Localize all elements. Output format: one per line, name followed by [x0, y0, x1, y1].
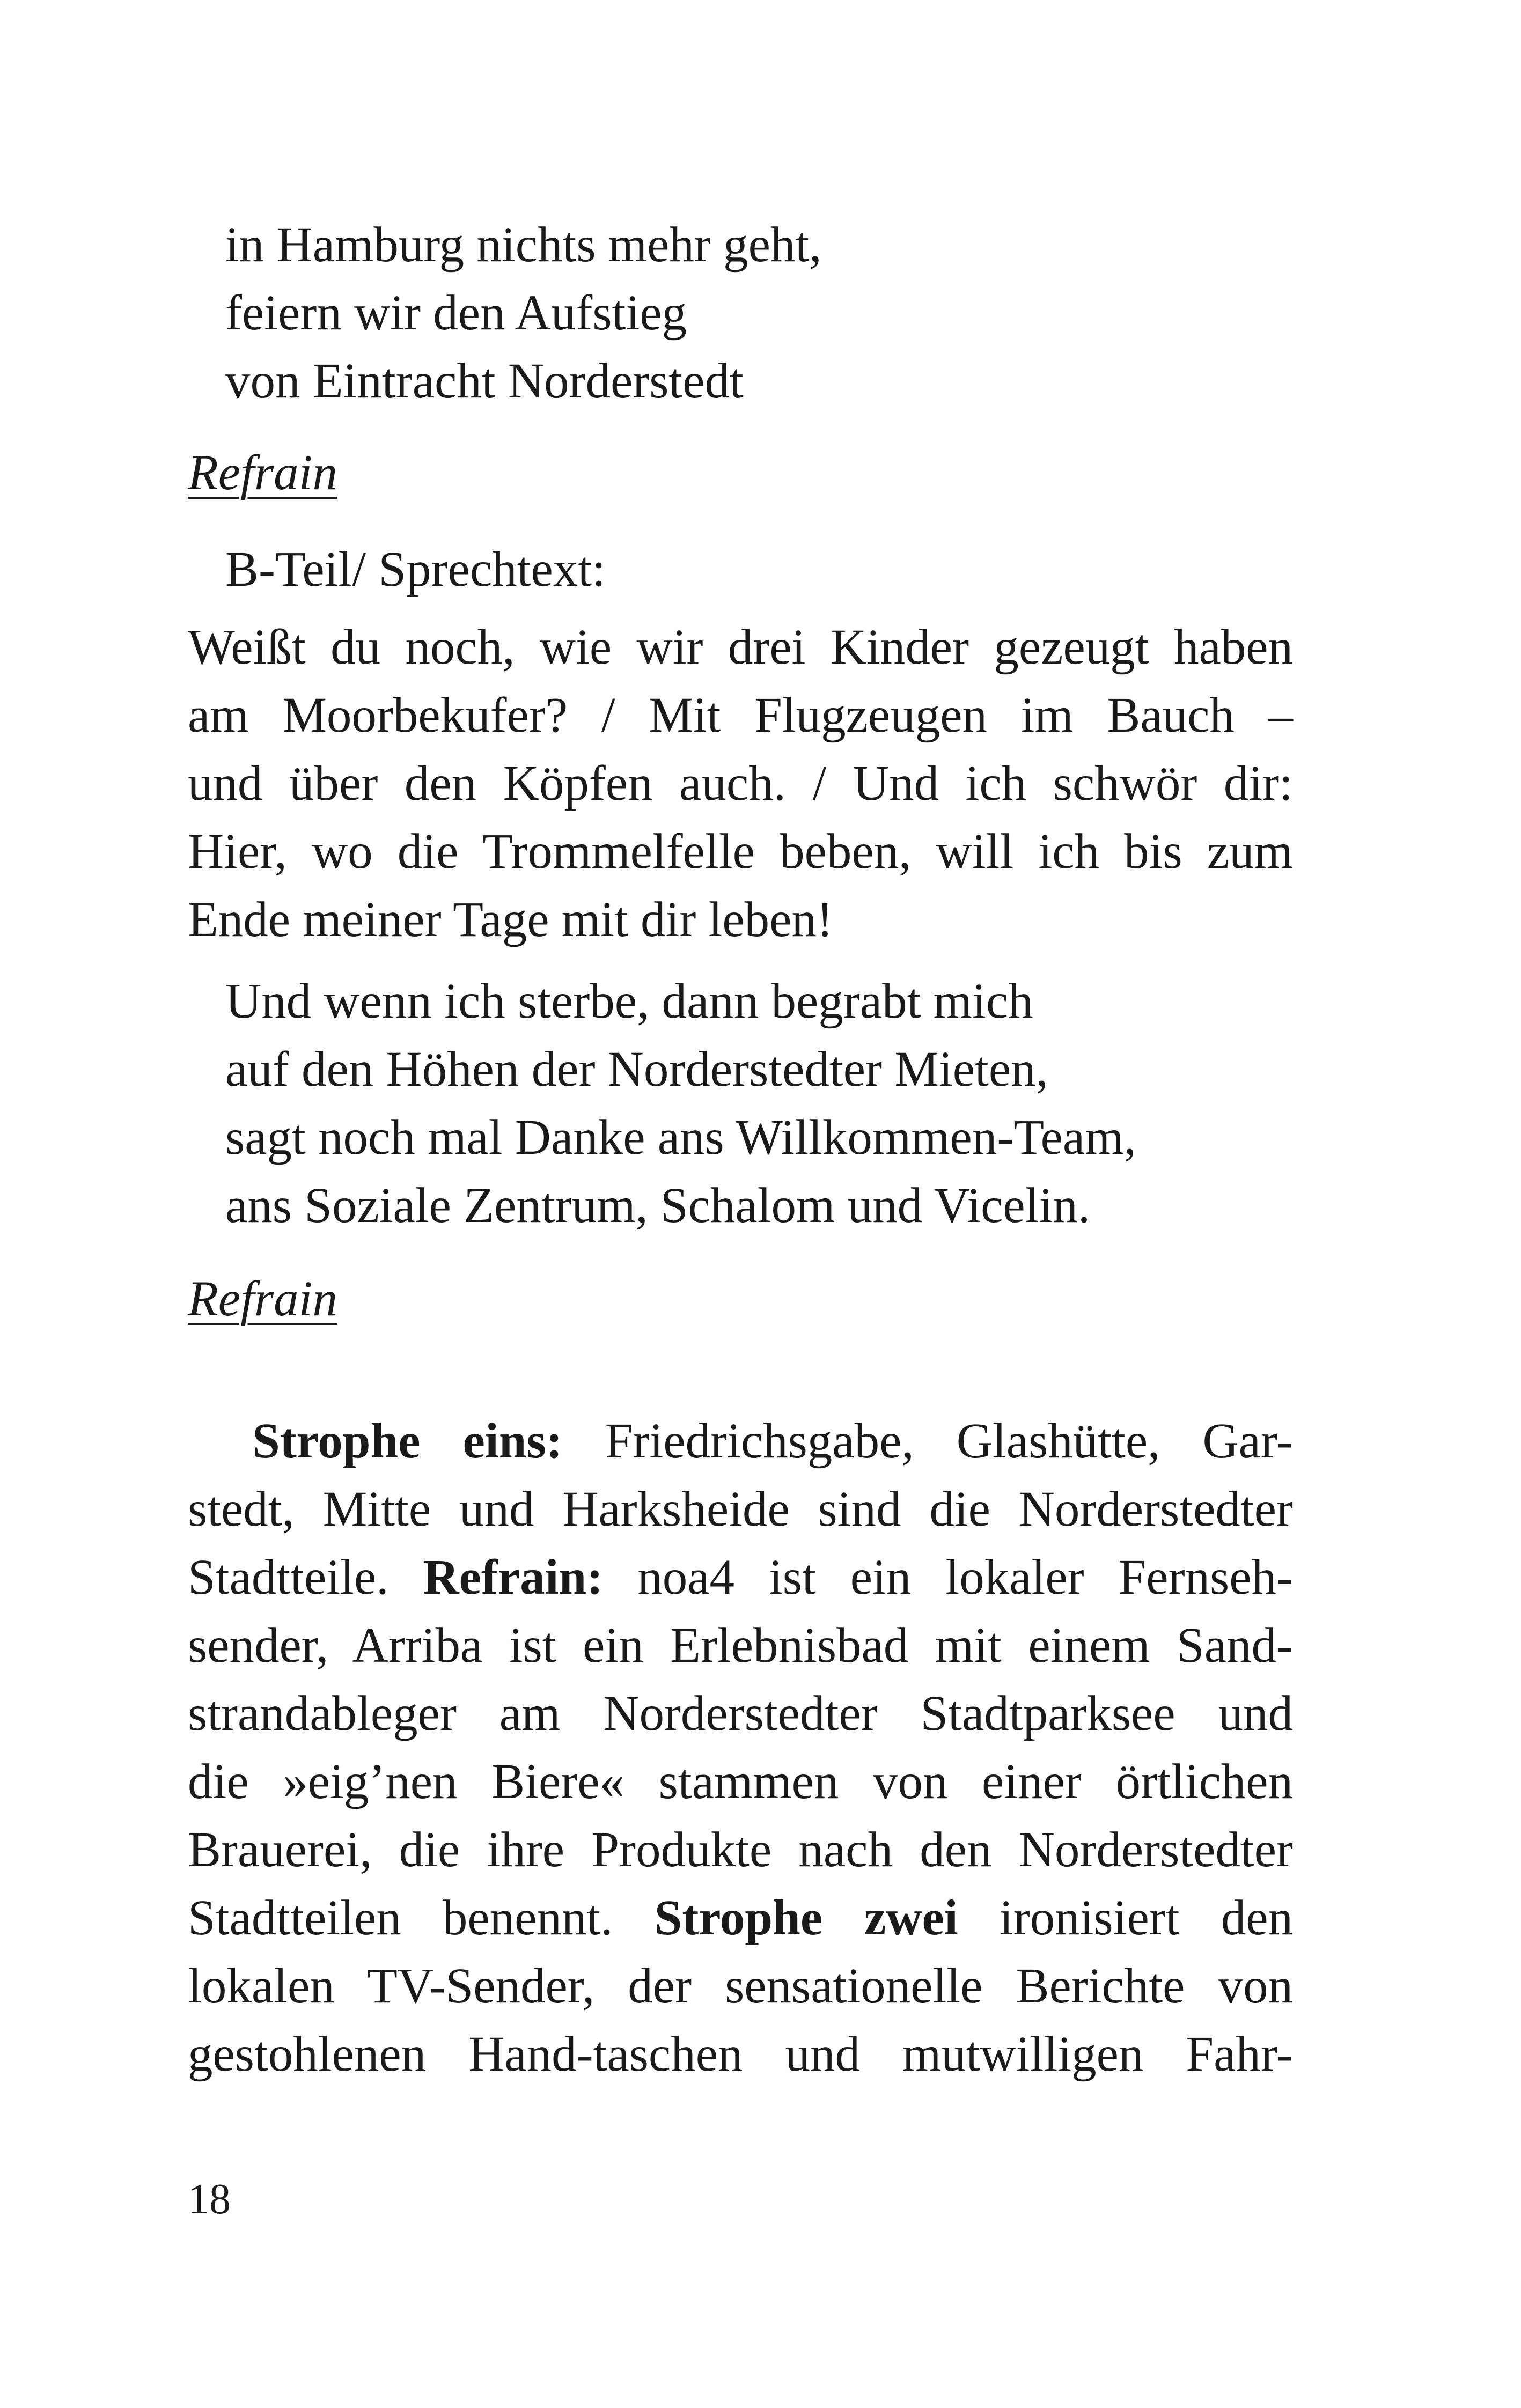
commentary-line: [188, 1890, 1293, 1961]
spoken-text: [188, 622, 1293, 895]
refrain-label: Refrain: [188, 445, 337, 500]
commentary-line: strandableger am Norderstedter Stadtparksee und: [188, 1686, 1293, 1741]
commentary-line: [188, 1552, 1293, 1621]
verse-line: feiern wir den Aufstieg: [225, 285, 687, 341]
commentary-line: die »eig’nen Biere« stammen von einer örtlichen: [188, 1754, 1293, 1809]
bold-term: Refrain:: [423, 1550, 604, 1605]
refrain-label: Refrain: [188, 1271, 337, 1327]
commentary-text: Stadtteilen benennt.: [188, 1890, 613, 1946]
spoken-line: und über den Köpfen auch. / Und ich schwör dir:: [188, 756, 1293, 811]
page-number: 18: [188, 2176, 231, 2223]
commentary-text: Friedrichsgabe, Glashütte, Gar-: [605, 1413, 1293, 1469]
spoken-line: Weißt du noch, wie wir drei Kinder gezeugt haben: [188, 620, 1293, 675]
verse-line: auf den Höhen der Norderstedter Mieten,: [225, 1042, 1048, 1097]
spoken-line: Hier, wo die Trommelfelle beben, will ich bis zum: [188, 824, 1293, 879]
spoken-line: Ende meiner Tage mit dir leben!: [188, 892, 833, 947]
section-label: B-Teil/ Sprechtext:: [225, 542, 606, 597]
commentary-line: [188, 1413, 1293, 1484]
verse-line: von Eintracht Norderstedt: [225, 354, 744, 409]
commentary-text: ironisiert den: [999, 1890, 1293, 1946]
commentary-line: stedt, Mitte und Harksheide sind die Norderstedter: [188, 1482, 1293, 1537]
commentary-line: lokalen TV-Sender, der sensationelle Berichte von: [188, 1958, 1293, 2014]
bold-term: Strophe eins:: [252, 1413, 563, 1469]
bold-term: Strophe zwei: [654, 1890, 958, 1946]
spoken-line: am Moorbekufer? / Mit Flugzeugen im Bauch –: [188, 688, 1293, 743]
commentary-line: Brauerei, die ihre Produkte nach den Norderstedter: [188, 1822, 1293, 1877]
commentary-paragraph: [188, 1413, 1293, 2097]
commentary-text: noa4 ist ein lokaler Fernseh-: [637, 1550, 1293, 1605]
verse-line: sagt noch mal Danke ans Willkommen-Team,: [225, 1110, 1136, 1165]
commentary-line: sender, Arriba ist ein Erlebnisbad mit einem Sand-: [188, 1618, 1293, 1673]
verse-line: Und wenn ich sterbe, dann begrabt mich: [225, 974, 1033, 1029]
verse-line: ans Soziale Zentrum, Schalom und Vicelin.: [225, 1178, 1091, 1233]
verse-line: in Hamburg nichts mehr geht,: [225, 217, 822, 273]
commentary-line: gestohlenen Hand-taschen und mutwilligen Fahr-: [188, 2027, 1293, 2082]
commentary-text: Stadtteile.: [188, 1550, 389, 1605]
